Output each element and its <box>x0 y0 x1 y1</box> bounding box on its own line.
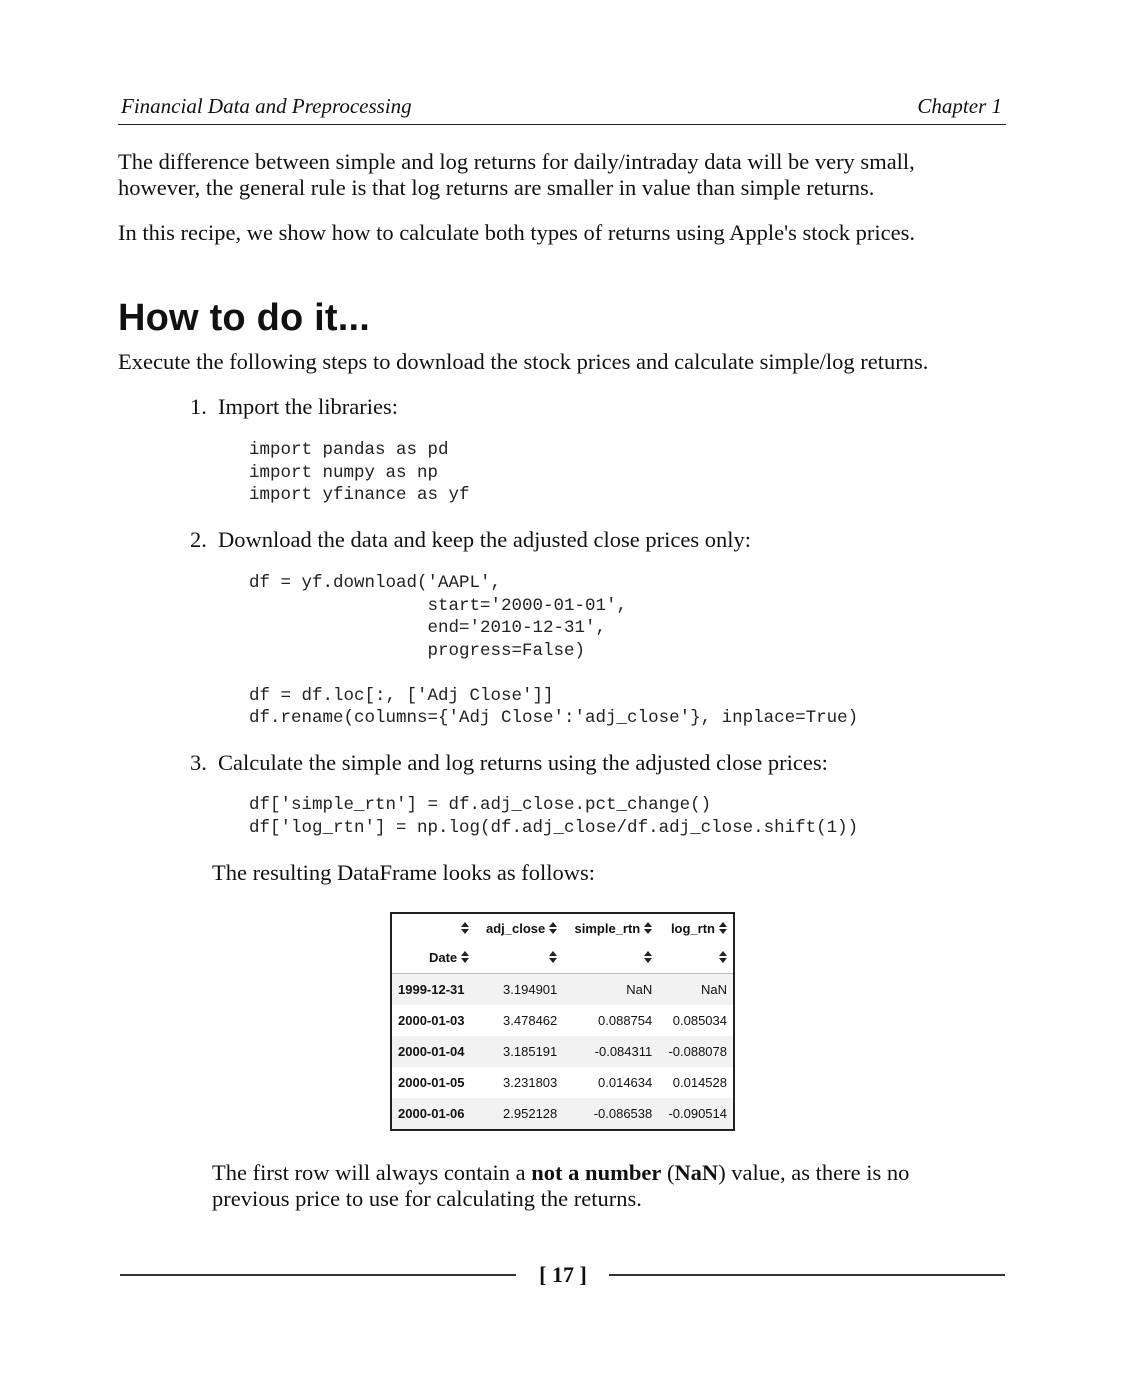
index-name-header[interactable] <box>391 942 475 974</box>
code-block-3: df['simple_rtn'] = df.adj_close.pct_change() df['log_rtn'] = np.log(df.adj_close/df.adj_close.shift(1)) <box>249 795 859 838</box>
section-lead: Execute the following steps to download the stock prices and calculate simple/log returns. <box>118 349 929 374</box>
step-text: Calculate the simple and log returns using the adjusted close prices: <box>218 750 828 775</box>
intro-line: The difference between simple and log returns for daily/intraday data will be very small, <box>118 149 915 174</box>
column-label: adj_close <box>486 920 546 936</box>
step-2 <box>190 527 751 553</box>
empty-header-cell[interactable] <box>658 942 734 974</box>
row-index: 2000-01-03 <box>398 1013 465 1028</box>
cell-log-rtn: -0.088078 <box>658 1036 734 1067</box>
sort-icon[interactable] <box>549 951 557 963</box>
column-header-log-rtn[interactable] <box>658 913 734 942</box>
column-header-simple-rtn[interactable] <box>563 913 658 942</box>
index-name-row <box>391 942 734 974</box>
closing-line-2: previous price to use for calculating the returns. <box>212 1186 642 1211</box>
closing-bold-term: not a number <box>531 1160 662 1185</box>
row-index: 2000-01-04 <box>391 1036 475 1067</box>
column-header-adj-close[interactable] <box>475 913 563 942</box>
cell-adj-close: 3.185191 <box>475 1036 563 1067</box>
row-index: 2000-01-05 <box>398 1075 465 1090</box>
table-row <box>391 1005 734 1036</box>
empty-header-cell[interactable] <box>475 942 563 974</box>
code-block-1: import pandas as pd import numpy as np import yfinance as yf <box>249 440 470 505</box>
footer-rule-right <box>609 1274 1005 1276</box>
empty-header-cell[interactable] <box>563 942 658 974</box>
sort-icon[interactable] <box>461 922 469 934</box>
cell-simple-rtn: 0.014634 <box>598 1075 653 1090</box>
page-number: [ 17 ] <box>539 1262 587 1287</box>
footer-rule-left <box>120 1274 516 1276</box>
header-chapter: Chapter 1 <box>917 94 1002 118</box>
index-column-header[interactable] <box>391 913 475 942</box>
section-heading: How to do it... <box>118 297 371 339</box>
cell-simple-rtn: -0.086538 <box>563 1098 658 1130</box>
step-1 <box>190 394 398 420</box>
dataframe-table <box>390 912 735 1131</box>
step-number: 1. <box>190 394 207 419</box>
cell-simple-rtn: NaN <box>563 974 658 1006</box>
step-text: Import the libraries: <box>218 394 398 419</box>
closing-text: ( <box>661 1160 675 1185</box>
column-label: log_rtn <box>670 920 715 936</box>
sort-icon[interactable] <box>644 951 652 963</box>
cell-adj-close: 3.194901 <box>475 974 563 1006</box>
closing-paragraph <box>212 1160 909 1212</box>
sort-icon[interactable] <box>719 922 727 934</box>
step-text: Download the data and keep the adjusted close prices only: <box>218 527 751 552</box>
column-label: simple_rtn <box>574 920 641 936</box>
sort-icon[interactable] <box>719 951 727 963</box>
running-header <box>118 92 1006 125</box>
closing-text: ) value, as there is no <box>718 1160 910 1185</box>
cell-simple-rtn: -0.084311 <box>563 1036 658 1067</box>
cell-adj-close: 3.478462 <box>503 1013 558 1028</box>
index-name-label: Date <box>428 950 458 965</box>
step-number: 2. <box>190 527 207 552</box>
intro-paragraph-2: In this recipe, we show how to calculate both types of returns using Apple's stock prices. <box>118 220 916 245</box>
table-row <box>391 1067 734 1098</box>
cell-log-rtn: NaN <box>658 974 734 1006</box>
cell-log-rtn: 0.085034 <box>672 1013 727 1028</box>
sort-icon[interactable] <box>644 922 652 934</box>
cell-adj-close: 3.231803 <box>503 1075 558 1090</box>
cell-log-rtn: 0.014528 <box>672 1075 727 1090</box>
sort-icon[interactable] <box>549 922 557 934</box>
code-block-2: df = yf.download('AAPL', start='2000-01-01', end='2010-12-31', progress=False) df = df.loc[:, ['Adj Close']] df.rename(columns={'Adj Close':'adj_close'}, inplace=True) <box>249 573 859 728</box>
result-intro: The resulting DataFrame looks as follows: <box>212 860 596 885</box>
closing-text: The first row will always contain a <box>212 1160 532 1185</box>
table-row <box>391 1036 734 1067</box>
intro-paragraph-1 <box>118 149 915 201</box>
cell-adj-close: 2.952128 <box>475 1098 563 1130</box>
sort-icon[interactable] <box>461 951 469 963</box>
step-number: 3. <box>190 750 207 775</box>
cell-simple-rtn: 0.088754 <box>598 1013 653 1028</box>
cell-log-rtn: -0.090514 <box>658 1098 734 1130</box>
row-index: 1999-12-31 <box>391 974 475 1006</box>
table-row <box>391 974 734 1006</box>
row-index: 2000-01-06 <box>391 1098 475 1130</box>
closing-bold-abbrev: NaN <box>674 1160 719 1185</box>
header-title: Financial Data and Preprocessing <box>121 94 412 118</box>
intro-line: however, the general rule is that log returns are smaller in value than simple returns. <box>118 175 875 200</box>
table-row <box>391 1098 734 1130</box>
column-header-row <box>391 913 734 942</box>
step-3 <box>190 750 828 776</box>
